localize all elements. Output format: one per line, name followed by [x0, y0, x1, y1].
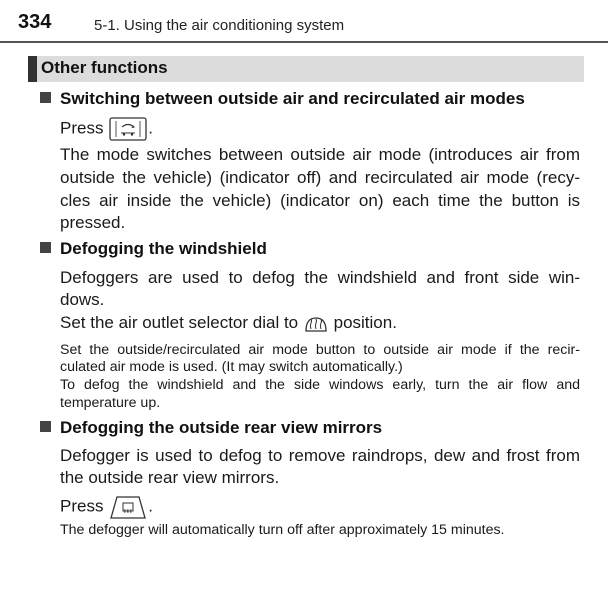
mirrors-heading: Defogging the outside rear view mirrors [40, 418, 382, 438]
recirc-body-line-2: outside the vehicle) (indicator off) and recirculated air mode (recy- [60, 168, 580, 187]
section-title: Other functions [41, 58, 168, 77]
windshield-note-line-4: temperature up. [60, 395, 161, 411]
windshield-heading: Defogging the windshield [40, 239, 267, 259]
page-header [0, 0, 608, 44]
square-bullet-icon [40, 92, 51, 103]
square-bullet-icon [40, 242, 51, 253]
windshield-body-line-1: Defoggers are used to defog the windshield and front side win- [60, 268, 580, 287]
mirrors-press-line: Press . [60, 494, 153, 520]
mirrors-body-line-1: Defogger is used to defog to remove raindrops, dew and frost from [60, 446, 580, 465]
windshield-defrost-icon [303, 314, 329, 334]
header-divider [0, 41, 608, 43]
chapter-title: 5-1. Using the air conditioning system [94, 17, 345, 34]
recirculation-button-icon [108, 116, 148, 142]
recirc-body-line-1: The mode switches between outside air mode (introduces air from [60, 145, 580, 164]
windshield-body-line-2: dows. [60, 290, 105, 309]
recirc-body-line-4: pressed. [60, 213, 126, 232]
windshield-note-line-2: culated air mode is used. (It may switch automatically.) [60, 359, 403, 375]
mirror-defogger-button-icon [108, 494, 148, 520]
windshield-note-line-3: To defog the windshield and the side windows early, turn the air flow and [60, 377, 580, 393]
recirc-heading: Switching between outside air and recirculated air modes [40, 89, 525, 109]
recirc-body-line-3: cles air inside the vehicle) (indicator on) each time the button is [60, 191, 580, 210]
recirc-press-line: Press . [60, 116, 153, 142]
windshield-note-line-1: Set the outside/recirculated air mode button to outside air mode if the recir- [60, 342, 580, 358]
windshield-set-line: Set the air outlet selector dial to position. [60, 313, 397, 332]
section-heading-bar [28, 56, 584, 82]
mirrors-body-line-2: the outside rear view mirrors. [60, 468, 280, 487]
square-bullet-icon [40, 421, 51, 432]
page-number: 334 [18, 11, 52, 33]
mirrors-note: The defogger will automatically turn off after approximately 15 minutes. [60, 522, 505, 538]
